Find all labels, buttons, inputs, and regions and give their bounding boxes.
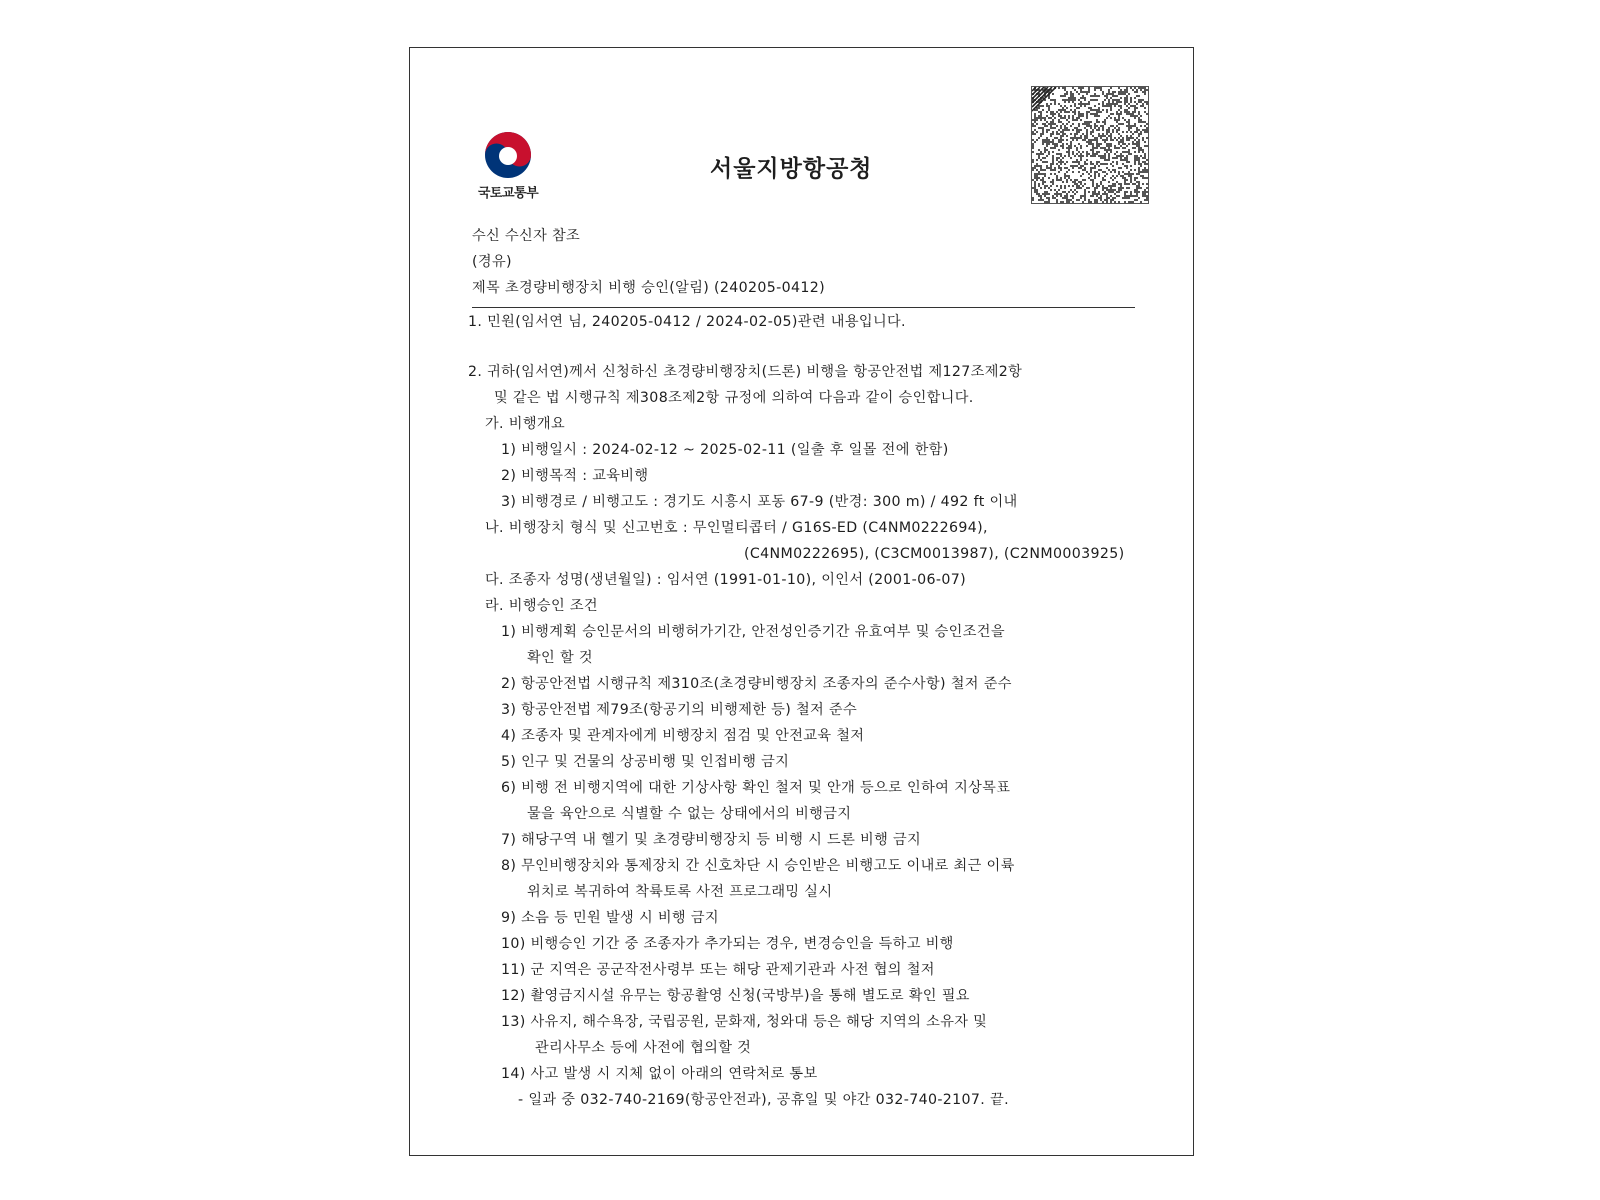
condition-8-line-2: 위치로 복귀하여 착륙토록 사전 프로그래밍 실시 [527, 884, 833, 900]
section-na-line-2: (C4NM0222695), (C3CM0013987), (C2NM0003925) [744, 546, 1125, 562]
condition-11: 11) 군 지역은 공군작전사령부 또는 해당 관제기관과 사전 협의 철저 [501, 962, 935, 978]
paragraph-2-line-2: 및 같은 법 시행규칙 제308조제2항 규정에 의하여 다음과 같이 승인합니다. [494, 390, 974, 406]
flight-route-altitude: 3) 비행경로 / 비행고도 : 경기도 시흥시 포동 67-9 (반경: 300 m) / 492 ft 이내 [501, 494, 1018, 510]
qr-code-icon [1031, 86, 1149, 204]
organization-title: 서울지방항공청 [710, 156, 873, 182]
flight-datetime: 1) 비행일시 : 2024-02-12 ~ 2025-02-11 (일출 후 일몰 전에 한함) [501, 442, 949, 458]
flight-purpose: 2) 비행목적 : 교육비행 [501, 468, 649, 484]
paragraph-1: 1. 민원(임서연 님, 240205-0412 / 2024-02-05)관련 내용입니다. [468, 314, 906, 330]
condition-12: 12) 촬영금지시설 유무는 항공촬영 신청(국방부)을 통해 별도로 확인 필요 [501, 988, 970, 1004]
condition-4: 4) 조종자 및 관계자에게 비행장치 점검 및 안전교육 철저 [501, 728, 865, 744]
condition-6-line-1: 6) 비행 전 비행지역에 대한 기상사항 확인 철저 및 안개 등으로 인하여 지상목표 [501, 780, 1011, 796]
ministry-logo [473, 130, 543, 201]
section-ga: 가. 비행개요 [485, 416, 565, 432]
condition-13-line-2: 관리사무소 등에 사전에 협의할 것 [535, 1040, 752, 1056]
subject-line: 제목 초경량비행장치 비행 승인(알림) (240205-0412) [472, 280, 826, 296]
condition-10: 10) 비행승인 기간 중 조종자가 추가되는 경우, 변경승인을 득하고 비행 [501, 936, 954, 952]
condition-7: 7) 해당구역 내 헬기 및 초경량비행장치 등 비행 시 드론 비행 금지 [501, 832, 922, 848]
condition-13-line-1: 13) 사유지, 해수욕장, 국립공원, 문화재, 청와대 등은 해당 지역의 소유자 및 [501, 1014, 988, 1030]
condition-1-line-2: 확인 할 것 [527, 650, 593, 666]
section-ra: 라. 비행승인 조건 [485, 598, 598, 614]
condition-3: 3) 항공안전법 제79조(항공기의 비행제한 등) 철저 준수 [501, 702, 858, 718]
section-na-line-1: 나. 비행장치 형식 및 신고번호 : 무인멀티콥터 / G16S-ED (C4NM0222694), [485, 520, 988, 536]
condition-6-line-2: 물을 육안으로 식별할 수 없는 상태에서의 비행금지 [527, 806, 852, 822]
condition-1-line-1: 1) 비행계획 승인문서의 비행허가기간, 안전성인증기간 유효여부 및 승인조건을 [501, 624, 1005, 640]
condition-2: 2) 항공안전법 시행규칙 제310조(초경량비행장치 조종자의 준수사항) 철저 준수 [501, 676, 1012, 692]
ministry-logo-text: 국토교통부 [477, 186, 539, 201]
section-da: 다. 조종자 성명(생년월일) : 임서연 (1991-01-10), 이인서 (2001-06-07) [485, 572, 966, 588]
via-line: (경유) [472, 254, 512, 270]
condition-5: 5) 인구 및 건물의 상공비행 및 인접비행 금지 [501, 754, 790, 770]
korea-taegeuk-emblem-icon [483, 130, 533, 180]
condition-9: 9) 소음 등 민원 발생 시 비행 금지 [501, 910, 719, 926]
condition-14: 14) 사고 발생 시 지체 없이 아래의 연락처로 통보 [501, 1066, 818, 1082]
paragraph-2-line-1: 2. 귀하(임서연)께서 신청하신 초경량비행장치(드론) 비행을 항공안전법 제127조제2항 [468, 364, 1023, 380]
contact-line: - 일과 중 032-740-2169(항공안전과), 공휴일 및 야간 032-740-2107. 끝. [518, 1092, 1009, 1108]
document-page [409, 47, 1194, 1156]
subject-divider [472, 307, 1135, 308]
recipient-line: 수신 수신자 참조 [472, 228, 581, 244]
condition-8-line-1: 8) 무인비행장치와 통제장치 간 신호차단 시 승인받은 비행고도 이내로 최근 이륙 [501, 858, 1015, 874]
